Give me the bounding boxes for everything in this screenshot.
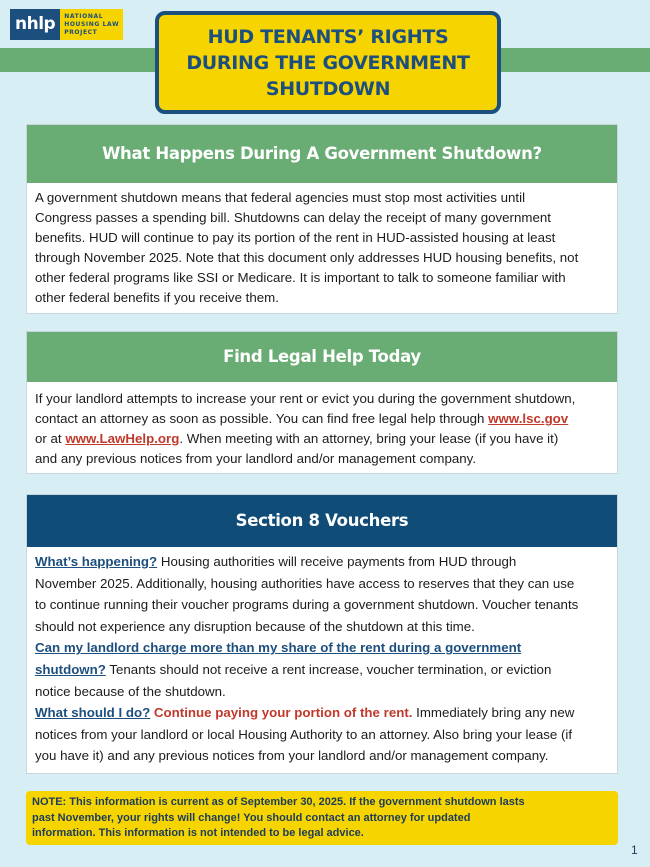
section-vouchers-card bbox=[26, 494, 618, 774]
note-line: past November, your rights will change! You should contact an attorney for updated bbox=[32, 811, 471, 824]
disclaimer-note bbox=[26, 791, 618, 845]
answer-text: Housing authorities will receive payments from HUD through bbox=[157, 554, 517, 569]
legal-help-text: or at bbox=[35, 431, 66, 446]
vouchers-line: should not experience any disruption because of the shutdown at this time. bbox=[35, 618, 475, 634]
section-shutdown-line: benefits. HUD will continue to pay its portion of the rent in HUD-assisted housing at least bbox=[35, 230, 556, 245]
section-vouchers-body bbox=[27, 547, 617, 767]
lsc-link[interactable]: www.lsc.gov bbox=[488, 411, 569, 426]
action-emphasis: Continue paying your portion of the rent. bbox=[153, 705, 413, 721]
lawhelp-link[interactable]: www.LawHelp.org bbox=[65, 431, 180, 446]
vouchers-line bbox=[35, 659, 609, 681]
logo-mark: nhlp bbox=[10, 9, 60, 40]
title-line-1: HUD TENANTS’ RIGHTS bbox=[207, 25, 449, 48]
section-shutdown-line: other federal programs like SSI or Medicare. It is important to talk to someone familiar with bbox=[35, 270, 566, 285]
section-shutdown-line: Congress passes a spending bill. Shutdowns can delay the receipt of many government bbox=[35, 210, 551, 225]
answer-text: Tenants should not receive a rent increase, voucher termination, or eviction bbox=[105, 661, 552, 677]
vouchers-line: notice because of the shutdown. bbox=[35, 683, 226, 699]
nhlp-logo[interactable] bbox=[10, 9, 123, 40]
legal-help-line: and any previous notices from your landlord and/or management company. bbox=[35, 451, 477, 466]
logo-text bbox=[60, 9, 123, 40]
vouchers-line bbox=[35, 637, 609, 659]
legal-help-line bbox=[35, 409, 609, 429]
section-shutdown-heading: What Happens During A Government Shutdown? bbox=[27, 125, 617, 183]
note-line: NOTE: This information is current as of September 30, 2025. If the government shutdown lasts bbox=[32, 796, 525, 808]
legal-help-line bbox=[35, 429, 609, 449]
question-what-to-do: What should I do? bbox=[35, 705, 151, 721]
section-shutdown-line: A government shutdown means that federal agencies must stop most activities until bbox=[35, 190, 526, 205]
section-legal-help-body bbox=[27, 382, 617, 469]
section-vouchers-heading: Section 8 Vouchers bbox=[27, 495, 617, 547]
vouchers-line: notices from your landlord or local Housing Authority to an attorney. Also bring your lease (if bbox=[35, 726, 573, 742]
logo-line-3: PROJECT bbox=[64, 29, 98, 36]
section-shutdown-line: through November 2025. Note that this document only addresses HUD housing benefits, not bbox=[35, 250, 579, 265]
vouchers-line: to continue running their voucher programs during a government shutdown. Voucher tenants bbox=[35, 597, 579, 613]
vouchers-line: November 2025. Additionally, housing authorities have access to reserves that they can use bbox=[35, 575, 575, 591]
section-shutdown-card bbox=[26, 124, 618, 314]
section-shutdown-body bbox=[27, 183, 617, 308]
legal-help-text: . When meeting with an attorney, bring your lease (if you have it) bbox=[179, 431, 559, 446]
vouchers-line bbox=[35, 551, 609, 573]
note-line: information. This information is not intended to be legal advice. bbox=[32, 827, 364, 839]
title-line-3: SHUTDOWN bbox=[265, 77, 391, 100]
vouchers-line bbox=[35, 702, 609, 724]
question-landlord-charge-cont: shutdown? bbox=[35, 661, 106, 677]
question-landlord-charge: Can my landlord charge more than my share of the rent during a government bbox=[35, 640, 522, 656]
legal-help-line: If your landlord attempts to increase your rent or evict you during the government shutdown, bbox=[35, 391, 576, 406]
page-number: 1 bbox=[631, 843, 638, 857]
section-shutdown-line: other federal benefits if you receive them. bbox=[35, 290, 279, 305]
page-title bbox=[155, 11, 501, 114]
logo-line-1: NATIONAL bbox=[64, 13, 104, 20]
answer-text: Immediately bring any new bbox=[412, 705, 575, 721]
vouchers-line: you have it) and any previous notices from your landlord and/or management company. bbox=[35, 748, 549, 764]
legal-help-text: contact an attorney as soon as possible. You can find free legal help through bbox=[35, 411, 489, 426]
section-legal-help-heading: Find Legal Help Today bbox=[27, 332, 617, 382]
section-legal-help-card bbox=[26, 331, 618, 474]
question-whats-happening: What’s happening? bbox=[35, 554, 158, 569]
logo-line-2: HOUSING LAW bbox=[64, 21, 120, 28]
title-line-2: DURING THE GOVERNMENT bbox=[186, 51, 470, 74]
